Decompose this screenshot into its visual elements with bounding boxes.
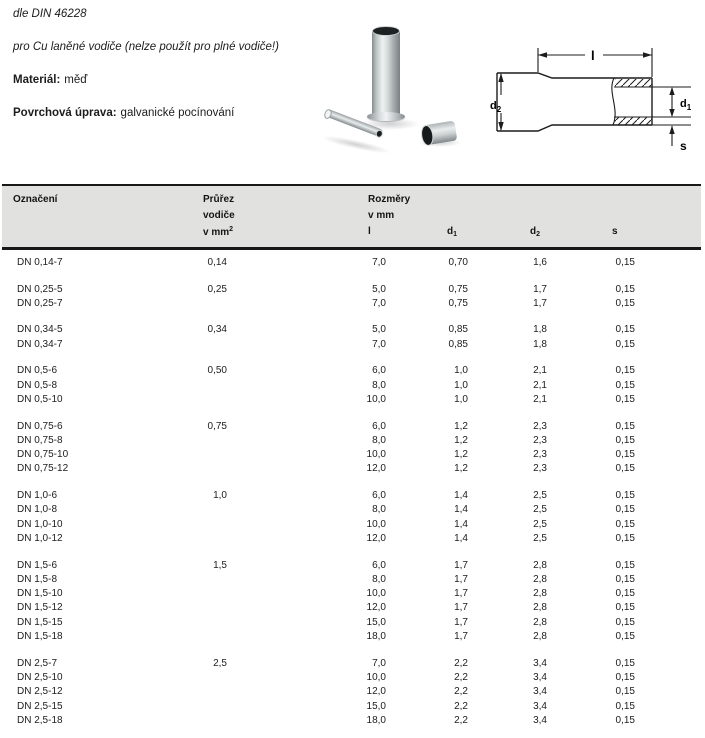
- dim-d2-label: $d_2$: [490, 100, 502, 114]
- col-designation: Označení: [13, 194, 58, 205]
- table-row: [0, 657, 705, 671]
- cell-d1: 2,2: [454, 671, 468, 683]
- cell-length: 15,0: [366, 700, 386, 712]
- table-row: [0, 573, 705, 587]
- table-row: [0, 364, 705, 378]
- cell-d2: 3,4: [533, 686, 547, 698]
- cell-s: 0,15: [615, 324, 635, 336]
- cell-cross-section: 0,14: [207, 257, 227, 268]
- cell-d1: 0,85: [448, 324, 468, 336]
- cell-designation: DN 2,5-7: [17, 657, 58, 669]
- cell-designation: DN 0,14-7: [17, 257, 63, 268]
- cell-designation: DN 2,5-15: [17, 700, 63, 712]
- cell-d1: 1,4: [454, 504, 468, 516]
- cell-d1: 1,2: [454, 449, 468, 461]
- cell-d2: 3,4: [533, 657, 547, 669]
- table-row: [0, 448, 705, 462]
- cell-s: 0,15: [615, 504, 635, 516]
- cell-designation: DN 1,5-8: [17, 573, 58, 585]
- cell-cross-section: 0,34: [207, 324, 227, 336]
- cell-s: 0,15: [615, 434, 635, 446]
- cell-s: 0,15: [615, 283, 635, 295]
- cell-d1: 0,75: [448, 283, 468, 295]
- dim-l-lines: [538, 48, 652, 77]
- cell-length: 15,0: [366, 616, 386, 628]
- cell-length: 18,0: [366, 714, 386, 726]
- col-d2: $d_2$: [530, 226, 541, 238]
- table-row: [0, 587, 705, 601]
- cell-d2: 2,8: [533, 588, 547, 600]
- cell-length: 8,0: [372, 379, 386, 391]
- table-row: [0, 489, 705, 503]
- cell-d1: 2,2: [454, 657, 468, 669]
- table-row: [0, 714, 705, 728]
- col-d1: $d_1$: [447, 226, 458, 238]
- cell-designation: DN 0,75-10: [17, 449, 69, 461]
- table-header: [2, 186, 701, 247]
- cell-d2: 2,8: [533, 573, 547, 585]
- cell-d1: 1,7: [454, 602, 468, 614]
- cell-designation: DN 2,5-12: [17, 686, 63, 698]
- cell-d2: 2,5: [533, 490, 547, 502]
- cell-d2: 1,7: [533, 283, 547, 295]
- cell-d2: 2,5: [533, 532, 547, 544]
- cell-s: 0,15: [615, 449, 635, 461]
- cell-designation: DN 1,5-10: [17, 588, 63, 600]
- cell-length: 10,0: [366, 449, 386, 461]
- cell-d2: 2,3: [533, 434, 547, 446]
- cell-d2: 2,3: [533, 420, 547, 432]
- cell-d1: 2,2: [454, 700, 468, 712]
- cell-d1: 1,4: [454, 532, 468, 544]
- large-ferrule-opening: [372, 26, 400, 36]
- cell-s: 0,15: [615, 714, 635, 726]
- material-value: měď: [64, 74, 88, 86]
- usage-line: pro Cu laněné vodiče (nelze použít pro plné vodiče!): [13, 41, 279, 53]
- table-row: [0, 393, 705, 407]
- cell-cross-section: 0,50: [207, 365, 227, 377]
- table-row: [0, 532, 705, 546]
- cell-d2: 2,8: [533, 559, 547, 571]
- cell-length: 12,0: [366, 686, 386, 698]
- cell-s: 0,15: [615, 338, 635, 350]
- cell-length: 6,0: [372, 365, 386, 377]
- cell-length: 5,0: [372, 283, 386, 295]
- table-row: [0, 379, 705, 393]
- cell-d1: 1,4: [454, 518, 468, 530]
- cell-s: 0,15: [615, 657, 635, 669]
- cell-d1: 2,2: [454, 714, 468, 726]
- cell-d2: 2,8: [533, 631, 547, 643]
- dimension-diagram: [490, 22, 704, 170]
- cell-designation: DN 1,5-15: [17, 616, 63, 628]
- cell-length: 18,0: [366, 631, 386, 643]
- cell-s: 0,15: [615, 379, 635, 391]
- cell-designation: DN 0,75-8: [17, 434, 63, 446]
- arrow-down-icon: [669, 109, 674, 117]
- cell-designation: DN 1,0-6: [17, 490, 58, 502]
- cell-d1: 1,0: [454, 365, 468, 377]
- table-row: [0, 297, 705, 311]
- cell-designation: DN 0,34-7: [17, 338, 63, 350]
- cell-length: 8,0: [372, 504, 386, 516]
- cell-length: 10,0: [366, 671, 386, 683]
- ferrules-photo: [310, 18, 480, 158]
- cell-cross-section: 1,0: [213, 490, 227, 502]
- cell-designation: DN 1,5-12: [17, 602, 63, 614]
- table-row: [0, 462, 705, 476]
- col-l: l: [368, 226, 371, 237]
- cell-d2: 2,5: [533, 518, 547, 530]
- cell-d2: 1,6: [533, 257, 547, 268]
- cell-length: 10,0: [366, 393, 386, 405]
- material-label: Materiál:: [13, 74, 61, 86]
- col-cross-section-unit: v $mm^2$: [203, 226, 234, 238]
- cell-d1: 0,75: [448, 297, 468, 309]
- cell-cross-section: 2,5: [213, 657, 227, 669]
- cell-designation: DN 1,0-8: [17, 504, 58, 516]
- cell-s: 0,15: [615, 297, 635, 309]
- cell-s: 0,15: [615, 532, 635, 544]
- cell-d2: 2,1: [533, 393, 547, 405]
- surface-value: galvanické pocínování: [120, 107, 235, 119]
- cell-s: 0,15: [615, 671, 635, 683]
- cell-s: 0,15: [615, 616, 635, 628]
- cell-designation: DN 1,5-18: [17, 631, 63, 643]
- table-body: [0, 256, 705, 728]
- cell-d1: 0,85: [448, 338, 468, 350]
- cell-length: 7,0: [372, 297, 386, 309]
- arrow-left-icon: [538, 52, 547, 58]
- cell-designation: DN 0,34-5: [17, 324, 63, 336]
- cell-designation: DN 2,5-18: [17, 714, 63, 726]
- cell-d1: 1,2: [454, 463, 468, 475]
- cell-designation: DN 0,75-12: [17, 463, 69, 475]
- cell-d1: 1,7: [454, 588, 468, 600]
- cell-d2: 2,5: [533, 504, 547, 516]
- cell-designation: DN 0,5-6: [17, 365, 58, 377]
- cell-s: 0,15: [615, 559, 635, 571]
- cell-length: 12,0: [366, 602, 386, 614]
- cell-d1: 1,4: [454, 490, 468, 502]
- standard-line: dle DIN 46228: [13, 8, 87, 20]
- table-row: [0, 518, 705, 532]
- cell-length: 12,0: [366, 463, 386, 475]
- hatch-bottom: [615, 118, 652, 126]
- cell-s: 0,15: [615, 602, 635, 614]
- dim-s-label: s: [680, 139, 687, 153]
- cell-designation: DN 0,75-6: [17, 420, 63, 432]
- cell-s: 0,15: [615, 588, 635, 600]
- cell-d2: 2,1: [533, 365, 547, 377]
- cell-d1: 1,0: [454, 393, 468, 405]
- large-ferrule: [372, 31, 400, 116]
- cell-s: 0,15: [615, 573, 635, 585]
- cell-cross-section: 0,25: [207, 283, 227, 295]
- cell-length: 6,0: [372, 490, 386, 502]
- cell-d1: 1,7: [454, 559, 468, 571]
- arrow-right-icon: [643, 52, 652, 58]
- surface-label: Povrchová úprava:: [13, 107, 117, 119]
- large-ferrule-flange: [367, 112, 405, 121]
- cell-designation: DN 0,25-5: [17, 283, 63, 295]
- cell-length: 7,0: [372, 257, 386, 268]
- cell-d2: 2,8: [533, 602, 547, 614]
- cell-d1: 1,7: [454, 616, 468, 628]
- cell-s: 0,15: [615, 463, 635, 475]
- hatch-top: [615, 79, 652, 87]
- cell-designation: DN 1,0-10: [17, 518, 63, 530]
- table-row: [0, 685, 705, 699]
- cell-d2: 1,8: [533, 338, 547, 350]
- cell-d1: 1,7: [454, 631, 468, 643]
- cell-s: 0,15: [615, 257, 635, 268]
- surface-line: [13, 107, 234, 119]
- cell-length: 8,0: [372, 434, 386, 446]
- col-s: s: [612, 226, 618, 237]
- cell-s: 0,15: [615, 490, 635, 502]
- cell-length: 7,0: [372, 338, 386, 350]
- table-row: [0, 630, 705, 644]
- cell-d1: 0,70: [448, 257, 468, 268]
- cell-d1: 1,7: [454, 573, 468, 585]
- cell-length: 7,0: [372, 657, 386, 669]
- cell-length: 12,0: [366, 532, 386, 544]
- arrow-up-icon: [669, 87, 674, 95]
- cell-designation: DN 0,5-10: [17, 393, 63, 405]
- cell-length: 10,0: [366, 518, 386, 530]
- material-line: [13, 74, 87, 86]
- table-row: [0, 323, 705, 337]
- cell-s: 0,15: [615, 631, 635, 643]
- cell-designation: DN 2,5-10: [17, 671, 63, 683]
- table-row: [0, 503, 705, 517]
- cell-length: 6,0: [372, 559, 386, 571]
- cell-length: 8,0: [372, 573, 386, 585]
- col-cross-section-1: Průřez: [203, 194, 235, 205]
- dim-d1-label: $d_1$: [680, 98, 692, 112]
- cell-cross-section: 1,5: [213, 559, 227, 571]
- cell-s: 0,15: [615, 700, 635, 712]
- cell-cross-section: 0,75: [207, 420, 227, 432]
- table-row: [0, 434, 705, 448]
- cell-designation: DN 1,0-12: [17, 532, 63, 544]
- table-row: [0, 616, 705, 630]
- table-row: [0, 601, 705, 615]
- table-row: [0, 338, 705, 352]
- cell-length: 6,0: [372, 420, 386, 432]
- col-dimensions-2: v mm: [368, 210, 395, 221]
- cell-d2: 1,8: [533, 324, 547, 336]
- cell-d1: 1,0: [454, 379, 468, 391]
- dim-l-label: l: [591, 48, 595, 63]
- cell-d2: 1,7: [533, 297, 547, 309]
- cell-d1: 1,2: [454, 434, 468, 446]
- cell-s: 0,15: [615, 365, 635, 377]
- cell-d2: 2,3: [533, 449, 547, 461]
- cell-d2: 3,4: [533, 671, 547, 683]
- cell-d1: 2,2: [454, 686, 468, 698]
- table-row: [0, 559, 705, 573]
- cell-designation: DN 0,5-8: [17, 379, 58, 391]
- cell-length: 10,0: [366, 588, 386, 600]
- table-row: [0, 283, 705, 297]
- cell-designation: DN 0,25-7: [17, 297, 63, 309]
- table-row: [0, 256, 705, 270]
- col-dimensions-1: Rozměry: [368, 194, 411, 205]
- arrow-up-icon: [498, 73, 503, 82]
- cell-d2: 2,8: [533, 616, 547, 628]
- cell-s: 0,15: [615, 420, 635, 432]
- cell-d2: 3,4: [533, 700, 547, 712]
- arrow-down-icon: [498, 122, 503, 131]
- cell-d2: 2,3: [533, 463, 547, 475]
- cell-s: 0,15: [615, 393, 635, 405]
- cell-d1: 1,2: [454, 420, 468, 432]
- cell-s: 0,15: [615, 518, 635, 530]
- table-header-rule: [2, 247, 701, 250]
- table-row: [0, 671, 705, 685]
- col-cross-section-2: vodiče: [203, 210, 235, 221]
- cell-designation: DN 1,5-6: [17, 559, 58, 571]
- cell-length: 5,0: [372, 324, 386, 336]
- arrow-up-icon: [669, 126, 674, 135]
- table-row: [0, 420, 705, 434]
- cell-d2: 3,4: [533, 714, 547, 726]
- cell-d2: 2,1: [533, 379, 547, 391]
- cell-s: 0,15: [615, 686, 635, 698]
- table-row: [0, 700, 705, 714]
